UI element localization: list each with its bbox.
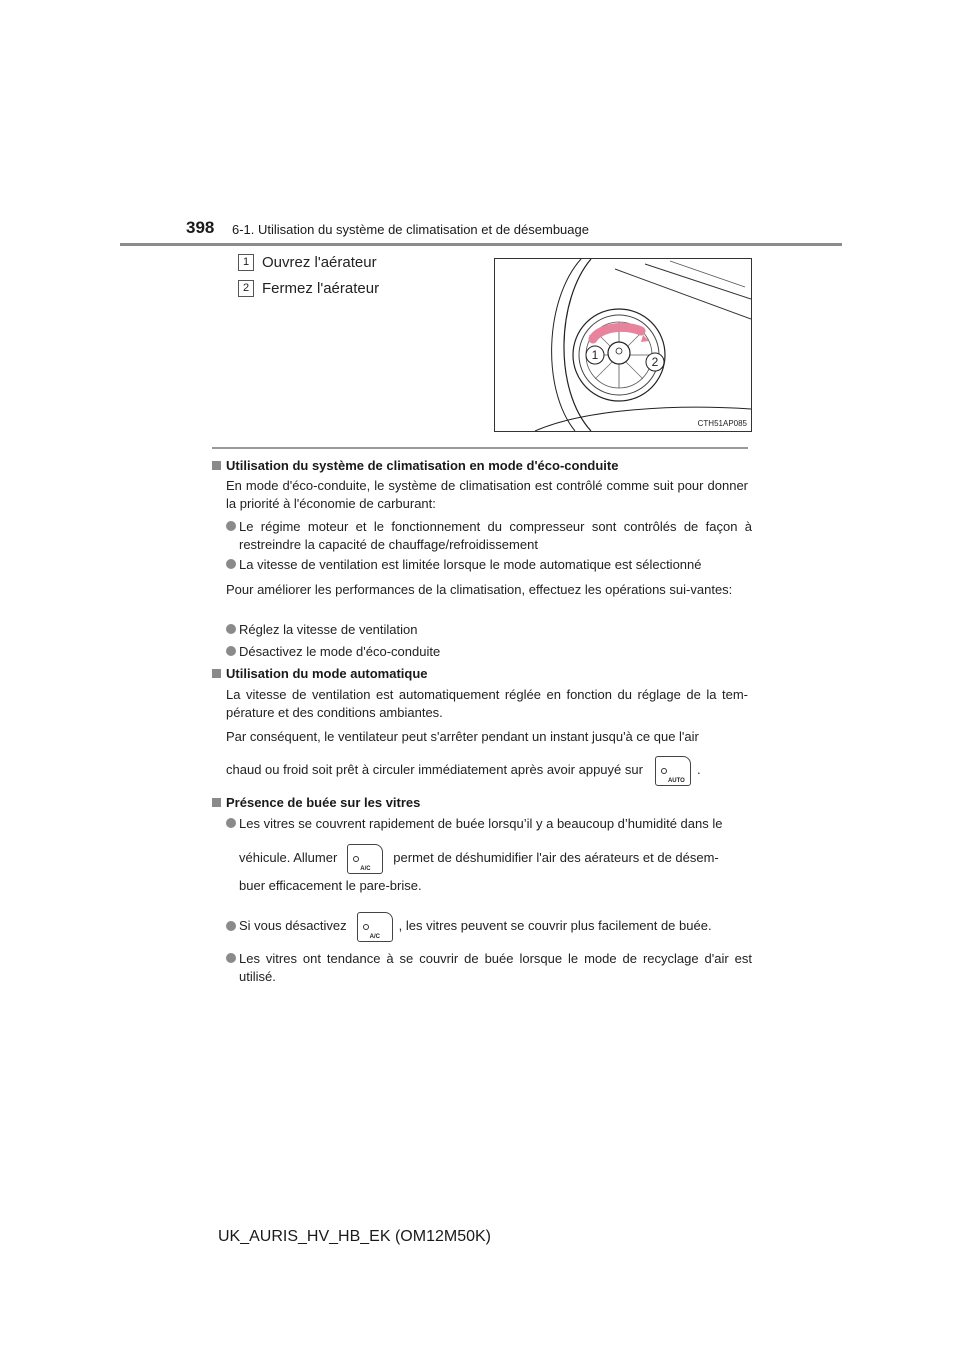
eco-bullet-1 [226, 518, 752, 554]
indicator-led-icon [363, 924, 369, 930]
eco-bullet-2 [226, 556, 752, 574]
bullet-icon [226, 624, 236, 634]
air-vent-drawing [495, 259, 751, 431]
ac-button-icon [347, 844, 383, 874]
eco-heading [212, 458, 618, 473]
fog-bullet-1 [226, 815, 752, 833]
fog-line-text: permet de déshumidifier l'air des aérateurs et de désem- [393, 850, 719, 865]
fog-b2-pre: Si vous désactivez [239, 918, 347, 933]
bullet-icon [226, 521, 236, 531]
fog-heading-text: Présence de buée sur les vitres [226, 795, 421, 810]
header-rule [120, 243, 842, 246]
auto-heading-text: Utilisation du mode automatique [226, 666, 428, 681]
fog-bullet-1-line-3: buer efficacement le pare-brise. [239, 878, 422, 893]
step-text: Ouvrez l'aérateur [262, 254, 377, 271]
auto-line-text: chaud ou froid soit prêt à circuler immédiatement après avoir appuyé sur [226, 762, 643, 777]
vent-illustration [494, 258, 752, 432]
auto-heading [212, 666, 428, 681]
step-text: Fermez l'aérateur [262, 280, 380, 297]
heading-marker-icon [212, 669, 221, 678]
page-number: 398 [186, 218, 215, 237]
fog-bullet-1-line-2 [239, 843, 751, 874]
eco-heading-text: Utilisation du système de climatisation en mode d'éco-conduite [226, 458, 619, 473]
step-number: 1 [238, 254, 254, 271]
auto-button-label: AUTO [667, 777, 685, 784]
eco-improve: Pour améliorer les performances de la climatisation, effectuez les opérations sui-vantes: [226, 582, 733, 597]
bullet-text: Réglez la vitesse de ventilation [239, 622, 418, 637]
indicator-led-icon [353, 856, 359, 862]
fog-bullet-2 [226, 911, 752, 942]
heading-marker-icon [212, 798, 221, 807]
auto-button-icon [655, 756, 691, 786]
fog-bullet-3 [226, 950, 752, 986]
eco-bullet-3 [226, 621, 752, 639]
bullet-text: La vitesse de ventilation est limitée lorsque le mode automatique est sélectionné [239, 557, 702, 572]
ac-button-label: A/C [360, 865, 371, 872]
auto-paragraph-1: La vitesse de ventilation est automatiquement réglée en fonction du réglage de la tem-pérature et des conditions ambiantes. [226, 687, 748, 720]
indicator-led-icon [661, 768, 667, 774]
auto-paragraph-2-line-1: Par conséquent, le ventilateur peut s'arrêter pendant un instant jusqu'à ce que l'air [226, 729, 699, 744]
figure-callout-2: 2 [651, 355, 659, 369]
eco-intro: En mode d'éco-conduite, le système de climatisation est contrôlé comme suit pour donner la priorité à l'économie de carburant: [226, 478, 748, 511]
eco-bullet-4 [226, 643, 752, 661]
bullet-text: Le régime moteur et le fonctionnement du compresseur sont contrôlés de façon à restreindre la capacité de chauffage/refroidissement [239, 519, 752, 552]
bullet-text: Les vitres ont tendance à se couvrir de buée lorsque le mode de recyclage d'air est utilisé. [239, 951, 752, 984]
ac-button-label: A/C [369, 933, 381, 940]
ac-button-icon [357, 912, 393, 942]
bullet-text: Désactivez le mode d'éco-conduite [239, 644, 441, 659]
footer-model-code: UK_AURIS_HV_HB_EK (OM12M50K) [218, 1228, 491, 1245]
figure-callout-1: 1 [591, 348, 599, 362]
bullet-icon [226, 559, 236, 569]
divider [212, 447, 748, 449]
fog-line-text: véhicule. Allumer [239, 850, 338, 865]
bullet-icon [226, 818, 236, 828]
bullet-icon [226, 953, 236, 963]
step-number: 2 [238, 280, 254, 297]
step-2 [238, 280, 379, 297]
fog-heading [212, 795, 420, 810]
bullet-text: Les vitres se couvrent rapidement de buée lorsqu’il y a beaucoup d’humidité dans le [239, 816, 723, 831]
figure-code: CTH51AP085 [697, 419, 747, 428]
bullet-icon [226, 921, 236, 931]
bullet-text [239, 911, 752, 942]
auto-paragraph-2-line-2 [226, 755, 748, 786]
auto-line-end: . [696, 762, 701, 777]
heading-marker-icon [212, 461, 221, 470]
step-1 [238, 254, 377, 271]
section-title: 6-1. Utilisation du système de climatisation et de désembuage [232, 222, 589, 237]
fog-b2-post: , les vitres peuvent se couvrir plus facilement de buée. [398, 918, 712, 933]
bullet-icon [226, 646, 236, 656]
